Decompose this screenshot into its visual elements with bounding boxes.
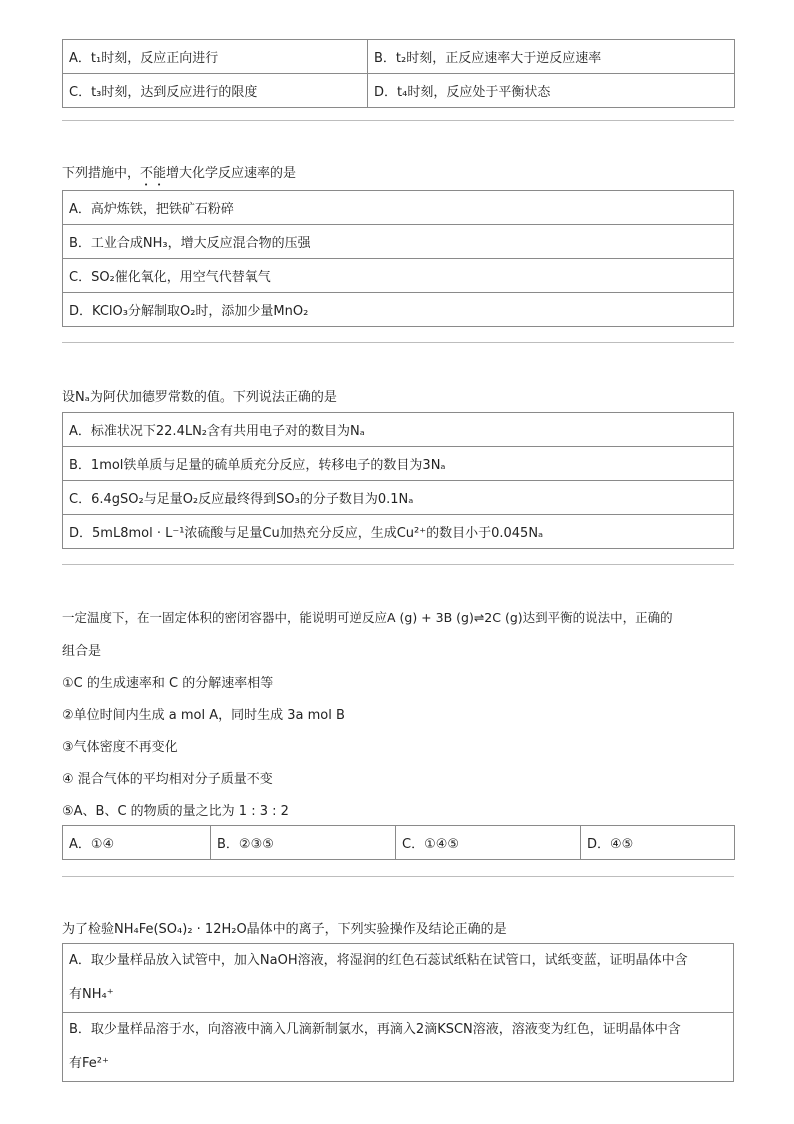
separator [62, 120, 734, 121]
q4-option-d[interactable] [581, 826, 735, 860]
q5-options-table [62, 943, 734, 1082]
q4-option-a[interactable] [63, 826, 211, 860]
q4-option-a-text: A．①④ [69, 837, 115, 852]
q5-option-a-line1: A．取少量样品放入试管中，加入NaOH溶液，将湿润的红色石蕊试纸粘在试管口，试纸变蓝，证明晶体中含 [69, 953, 688, 968]
q2-option-d-text: D．KClO₃分解制取O₂时，添加少量MnO₂ [69, 304, 309, 319]
q2-stem [62, 162, 296, 189]
q2-option-b[interactable] [63, 225, 734, 259]
q4-item: ②单位时间内生成 a mol A，同时生成 3a mol B [62, 708, 345, 723]
q5-option-b-line1: B．取少量样品溶于水，向溶液中滴入几滴新制氯水，再滴入2滴KSCN溶液，溶液变为红色，证明晶体中含 [69, 1022, 681, 1037]
separator [62, 876, 734, 877]
q2-option-a[interactable] [63, 191, 734, 225]
q5-option-b[interactable] [63, 1013, 734, 1082]
q5-stem: 为了检验NH₄Fe(SO₄)₂ · 12H₂O晶体中的离子，下列实验操作及结论正确的是 [62, 922, 507, 937]
q4-item: ③气体密度不再变化 [62, 740, 178, 755]
q4-item: ⑤A、B、C 的物质的量之比为 1 : 3 : 2 [62, 804, 289, 819]
q1-option-c[interactable] [63, 74, 368, 108]
q2-option-d[interactable] [63, 293, 734, 327]
q4-option-b[interactable] [211, 826, 396, 860]
q4-item: ①C 的生成速率和 C 的分解速率相等 [62, 676, 274, 691]
q3-option-b-text: B．1mol铁单质与足量的硫单质充分反应，转移电子的数目为3Nₐ [69, 458, 446, 473]
q1-option-c-text: C．t₃时刻，达到反应进行的限度 [69, 85, 258, 100]
q3-option-a[interactable] [63, 413, 734, 447]
q3-stem: 设Nₐ为阿伏加德罗常数的值。下列说法正确的是 [62, 390, 337, 405]
q2-stem-emphasis: 不能 [140, 166, 167, 181]
q3-option-d-text: D．5mL8mol · L⁻¹浓硫酸与足量Cu加热充分反应，生成Cu²⁺的数目小于0.045Nₐ [69, 526, 544, 541]
q3-option-a-text: A．标准状况下22.4LN₂含有共用电子对的数目为Nₐ [69, 424, 365, 439]
q4-option-b-text: B．②③⑤ [217, 837, 274, 852]
q4-stem-line1: 一定温度下，在一固定体积的密闭容器中，能说明可逆反应A (g) + 3B (g)⇌2C (g)达到平衡的说法中，正确的 [62, 610, 673, 625]
q5-option-a-line2: 有NH₄⁺ [69, 987, 114, 1002]
q5-option-a[interactable] [63, 944, 734, 1013]
separator [62, 564, 734, 565]
q2-option-c-text: C．SO₂催化氧化，用空气代替氧气 [69, 270, 271, 285]
separator [62, 342, 734, 343]
q4-option-d-text: D．④⑤ [587, 837, 634, 852]
q2-option-b-text: B．工业合成NH₃，增大反应混合物的压强 [69, 236, 311, 251]
q1-option-d[interactable] [368, 74, 735, 108]
q2-option-a-text: A．高炉炼铁，把铁矿石粉碎 [69, 202, 234, 217]
q3-option-c-text: C．6.4gSO₂与足量O₂反应最终得到SO₃的分子数目为0.1Nₐ [69, 492, 414, 507]
q4-option-c-text: C．①④⑤ [402, 837, 460, 852]
q1-option-b-text: B．t₂时刻，正反应速率大于逆反应速率 [374, 51, 602, 66]
q4-option-c[interactable] [396, 826, 581, 860]
q1-option-a[interactable] [63, 40, 368, 74]
q1-option-d-text: D．t₄时刻，反应处于平衡状态 [374, 85, 551, 100]
q2-stem-post: 增大化学反应速率的是 [166, 166, 297, 181]
q4-item: ④ 混合气体的平均相对分子质量不变 [62, 772, 273, 787]
q5-option-b-line2: 有Fe²⁺ [69, 1056, 109, 1071]
q4-stem-line2: 组合是 [62, 644, 102, 659]
q3-options-table [62, 412, 734, 549]
q2-stem-pre: 下列措施中， [62, 166, 141, 181]
q4-options-table [62, 825, 735, 860]
q3-option-d[interactable] [63, 515, 734, 549]
q3-option-c[interactable] [63, 481, 734, 515]
q1-option-a-text: A．t₁时刻，反应正向进行 [69, 51, 219, 66]
q2-options-table [62, 190, 734, 327]
q1-option-b[interactable] [368, 40, 735, 74]
q2-option-c[interactable] [63, 259, 734, 293]
q3-option-b[interactable] [63, 447, 734, 481]
q1-options-table [62, 39, 735, 108]
